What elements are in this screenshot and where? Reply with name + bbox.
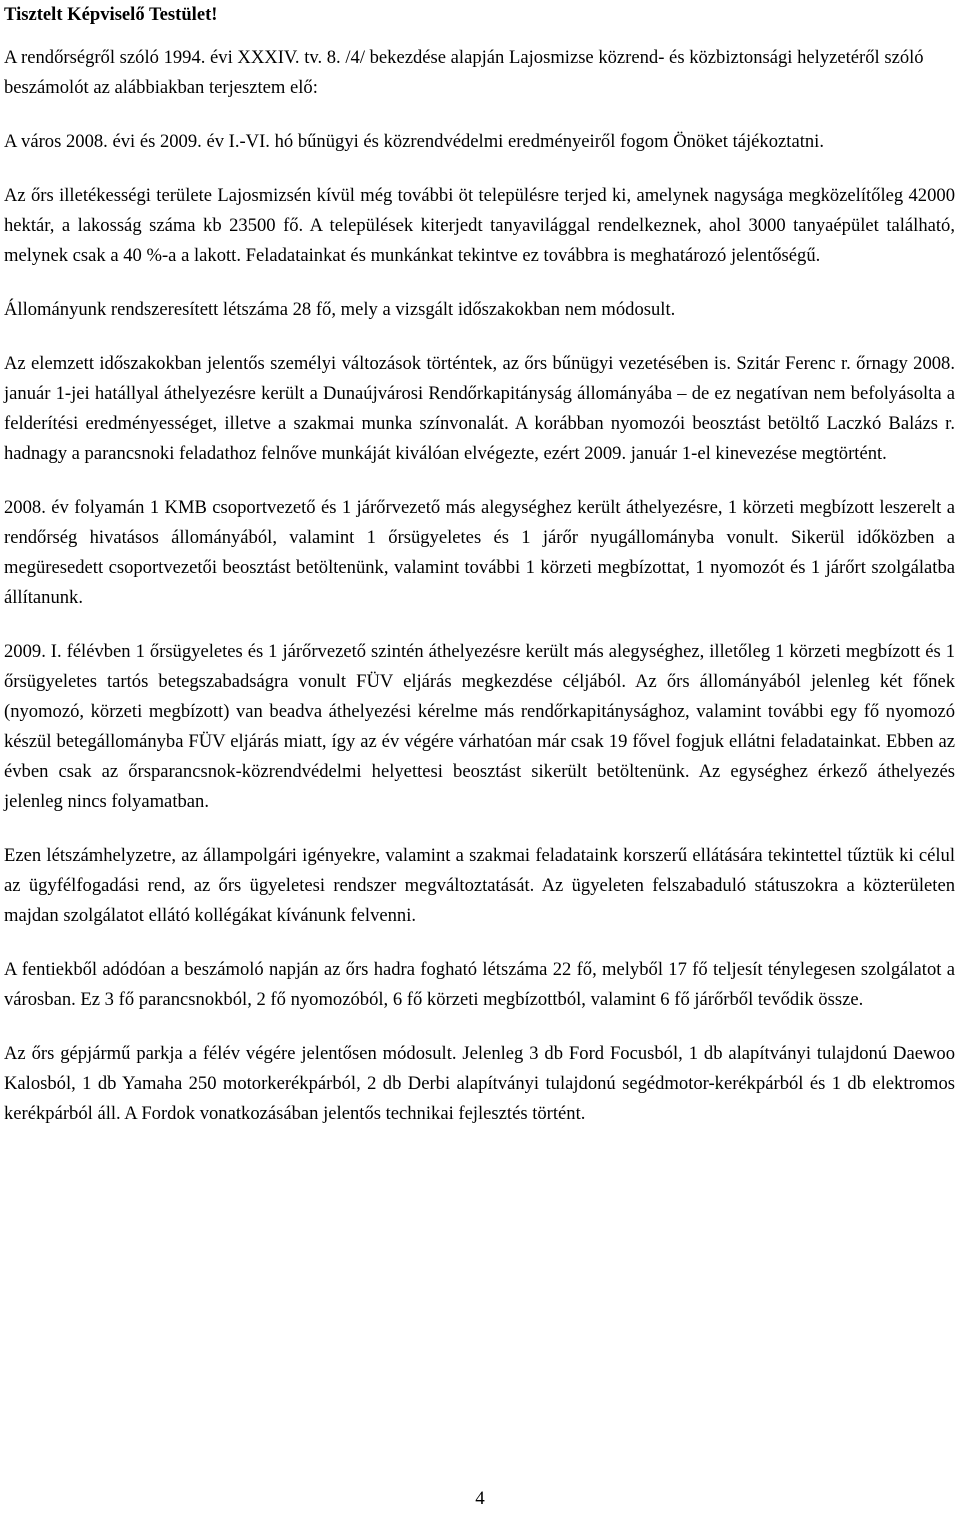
- paragraph-territory: Az őrs illetékességi területe Lajosmizsén kívül még további öt településre terjed ki, amelynek nagysága megközelítőleg 42000 hektár, a lakosság száma kb 23500 fő. A települések kiterjedt tanyavilággal rendelkeznek, ahol 3000 tanyaépület található, melynek csak a 40 %-a a lakott. Feladatainkat és munkánkat tekintve ez továbbra is meghatározó jelentőségű.: [4, 185, 955, 266]
- document-title: Tisztelt Képviselő Testület!: [4, 4, 218, 25]
- paragraph-scope: A város 2008. évi és 2009. év I.-VI. hó bűnügyi és közrendvédelmi eredményeiről fogom Önöket tájékoztatni.: [4, 131, 824, 152]
- paragraph-available-staff: A fentiekből adódóan a beszámoló napján az őrs hadra fogható létszáma 22 fő, melyből 17 fő teljesít ténylegesen szolgálatot a városban. Ez 3 fő parancsnokból, 2 fő nyomozóból, 6 fő körzeti megbízottból, valamint 6 fő járőrből tevődik össze.: [4, 959, 955, 1010]
- paragraph-2008-changes: 2008. év folyamán 1 KMB csoportvezető és 1 járőrvezető más alegységhez került áthelyezésre, 1 körzeti megbízott leszerelt a rendőrség hivatásos állományából, valamint 1 őrsügyeletes és 1 járőr nyugállományba vonult. Sikerül időközben a megüresedett csoportvezetői beosztást betöltenünk, valamint további 1 körzeti megbízottat, 1 nyomozót és 1 járőrt szolgálatba állítanunk.: [4, 497, 955, 608]
- paragraph-staff-size: Állományunk rendszeresített létszáma 28 fő, mely a vizsgált időszakokban nem módosult.: [4, 299, 676, 320]
- paragraph-intro: A rendőrségről szóló 1994. évi XXXIV. tv. 8. /4/ bekezdése alapján Lajosmizse közrend- és közbiztonsági helyzetéről szóló beszámolót az alábbiakban terjesztem elő:: [4, 47, 924, 98]
- paragraph-vehicle-fleet: Az őrs gépjármű parkja a félév végére jelentősen módosult. Jelenleg 3 db Ford Focusból, 1 db alapítványi tulajdonú Daewoo Kalosból, 1 db Yamaha 250 motorkerékpárból, 2 db Derbi alapítványi tulajdonú segédmotor-kerékpárból és 1 db elektromos kerékpárból áll. A Fordok vonatkozásában jelentős technikai fejlesztés történt.: [4, 1043, 955, 1124]
- page-number: 4: [475, 1488, 485, 1509]
- paragraph-duty-system: Ezen létszámhelyzetre, az állampolgári igényekre, valamint a szakmai feladataink korszerű ellátására tekintettel tűztük ki célul az ügyfélfogadási rend, az őrs ügyeletesi rendszer megváltoztatását. Az ügyeleten felszabaduló státuszokra a közterületen majdan szolgálatot ellátó kollégákat kívánunk felvenni.: [4, 845, 955, 926]
- paragraph-personnel-changes: Az elemzett időszakokban jelentős személyi változások történtek, az őrs bűnügyi vezetésében is. Szitár Ferenc r. őrnagy 2008. január 1-jei hatállyal áthelyezésre került a Dunaújvárosi Rendőrkapitányság állományába – de ez negatívan nem befolyásolta a felderítési eredményességet, illetve a szakmai munka színvonalát. A korábban nyomozói beosztást betöltő Laczkó Balázs r. hadnagy a parancsnoki feladathoz felnőve munkáját kiválóan elvégezte, ezért 2009. január 1-el kinevezése megtörtént.: [4, 353, 955, 464]
- paragraph-2009-changes: 2009. I. félévben 1 őrsügyeletes és 1 járőrvezető szintén áthelyezésre került más alegységhez, illetőleg 1 körzeti megbízott és 1 őrsügyeletes tartós betegszabadságra vonult FÜV eljárás megkezdése céljából. Az őrs állományából jelenleg két főnek (nyomozó, körzeti megbízott) van beadva áthelyezési kérelme más rendőrkapitánysághoz, valamint további egy fő nyomozó készül betegállományba FÜV eljárás miatt, így az év végére várhatóan már csak 19 fővel fogjuk ellátni feladatainkat. Ebben az évben csak az őrsparancsnok-közrendvédelmi helyettesi beosztást sikerült betöltenünk. Az egységhez érkező áthelyezés jelenleg nincs folyamatban.: [4, 641, 955, 812]
- document-body: [4, 43, 955, 1153]
